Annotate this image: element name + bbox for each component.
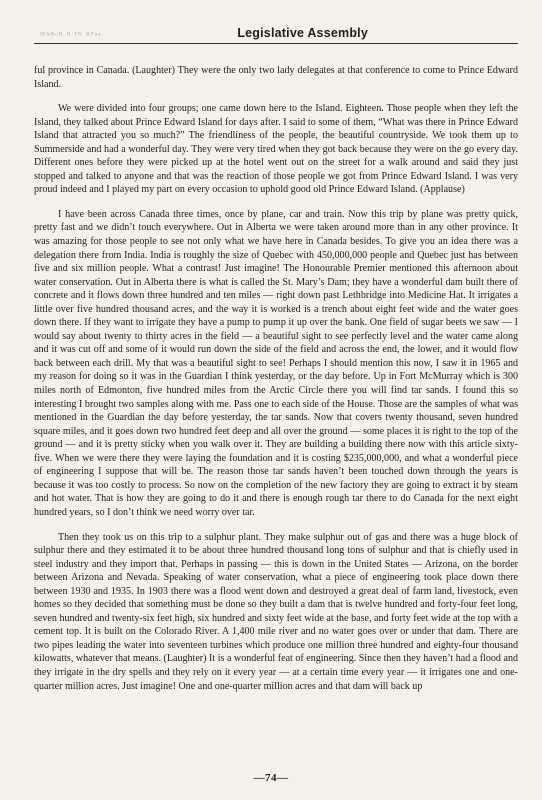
paragraph-delegation: We were divided into four groups; one came down here to the Island. Eighteen. Those people when they left the Island, they talked about Prince Edward Island for days after. I said to some of them, “What was there in Prince Edward Island that attracted you so much?” The friendliness of the people, the beautiful countryside. We took them up to Summerside and had a wonderful day. They were very tired when they got back because they were on the go every day. Different ones before they were picked up at the hotel went out on the street for a walk around and said they just stopped and talked to anyone and that was the reaction of those people we got from Prince Edward Island. I was very proud indeed and I played my part on every occasion to uphold good old Prince Edward Island. (Applause) bbox=[34, 103, 518, 196]
page-body bbox=[34, 64, 518, 693]
paragraph-continued: ful province in Canada. (Laughter) They were the only two lady delegates at that conference to come to Prince Edward Island. bbox=[34, 65, 518, 90]
header-faded-text: ᴹᴬᴿᶜᴴ ᴿ ᴵᴺ ᴿᴾᵃᵃ bbox=[40, 30, 102, 40]
paragraph-sulphur-dam: Then they took us on this trip to a sulphur plant. They make sulphur out of gas and there was a huge block of sulphur there and they estimated it to be about three hundred thousand long tons of sulphur and that is chiefly used in steel industry and they import that. Perhaps in passing — this is down in the United States — Arizona, on the border between Arizona and Nevada. Speaking of water conservation, what a piece of engineering took place down there between 1930 and 1935. In 1903 there was a flood went down and destroyed a great deal of farm land, livestock, even homes so they decided that something must be done so they built a dam that is twelve hundred and forty-four feet long, seven hundred and twenty-six feet high, six hundred and sixty feet wide at the base, and forty feet wide at the top with a cement top. It is built on the Colorado River. A 1,400 mile river and no water goes over or under that dam. There are two pipes leading the water into seventeen turbines which produce one million three hundred and eighty-four thousand kilowatts, whatever that means. (Laughter) It is a wonderful feat of engineering. Since then they haven’t had a flood and they irrigate in the dry spells and they rely on it every year — at a certain time every year — it irrigates one and one-quarter million acres. Just imagine! One and one-quarter million acres and that dam will back up bbox=[34, 531, 518, 692]
header-title: Legislative Assembly bbox=[237, 26, 368, 40]
paragraph-alberta-tar-sands: I have been across Canada three times, once by plane, car and train. Now this trip by plane was pretty quick, pretty fast and we didn’t touch everywhere. Out in Alberta we were taken around more than in any other province. It was amazing for those people to see not only what we have here in Canada besides. To give you an idea there was a delegation there from India. India is roughly the size of Quebec with 450,000,000 people and Quebec just has between five and six million people. What a contrast! Just imagine! The Honourable Premier mentioned this afternoon about water conservation. Out in Alberta there is what is called the St. Mary’s Dam; they have a wonderful dam built there of concrete and it flows down three hundred and ten miles — right down past Lethbridge into Medicine Hat. It irrigates a little over five hundred thousand acres, and the way it is worked is a trench about eight feet wide and the water goes down there. If they want to irrigate they have a pump to pump it up over the bank. One field of sugar beets we saw — I would say about twenty to thirty acres in the field — a beautiful sight to see perfectly level and the water came along and it was cut off and some of it would run down the side of the field and across the end, the lower, and it would flow back between each drill. My that was a beautiful sight to see! Perhaps I should mention this now, I saw it in 1965 and my reason for doing so it was in the Guardian I think yesterday, or the day before. Up in Fort McMurray which is 300 miles north of Edmonton, five hundred miles from the Arctic Circle there you will find tar sands. I found this so interesting I brought two samples along with me. Pass one to each side of the House. Those are the samples of what was mentioned in the Guardian the day before yesterday, the tar sands. Now that covers twenty thousand, seven hundred square miles, and it goes down two hundred feet deep and all over the ground — some places it is right to the top of the ground — and it is pretty sticky when you walk over it. They are building a building there now with this article sixty-five. When we were there they were laying the foundation and it is costing $235,000,000, and what a wonderful piece of engineering I suppose that will be. The reason those tar sands haven’t been touched down through the years is because it was too costly to process. So now on the completion of the new factory they are going to extract it by steam and hot water. That is how they are going to do it and there is enough rough tar there to do Canada for the next eight hundred years, so I don’t think we need worry over tar. bbox=[34, 208, 518, 518]
page-number: —74— bbox=[253, 772, 289, 784]
running-header bbox=[34, 0, 518, 44]
